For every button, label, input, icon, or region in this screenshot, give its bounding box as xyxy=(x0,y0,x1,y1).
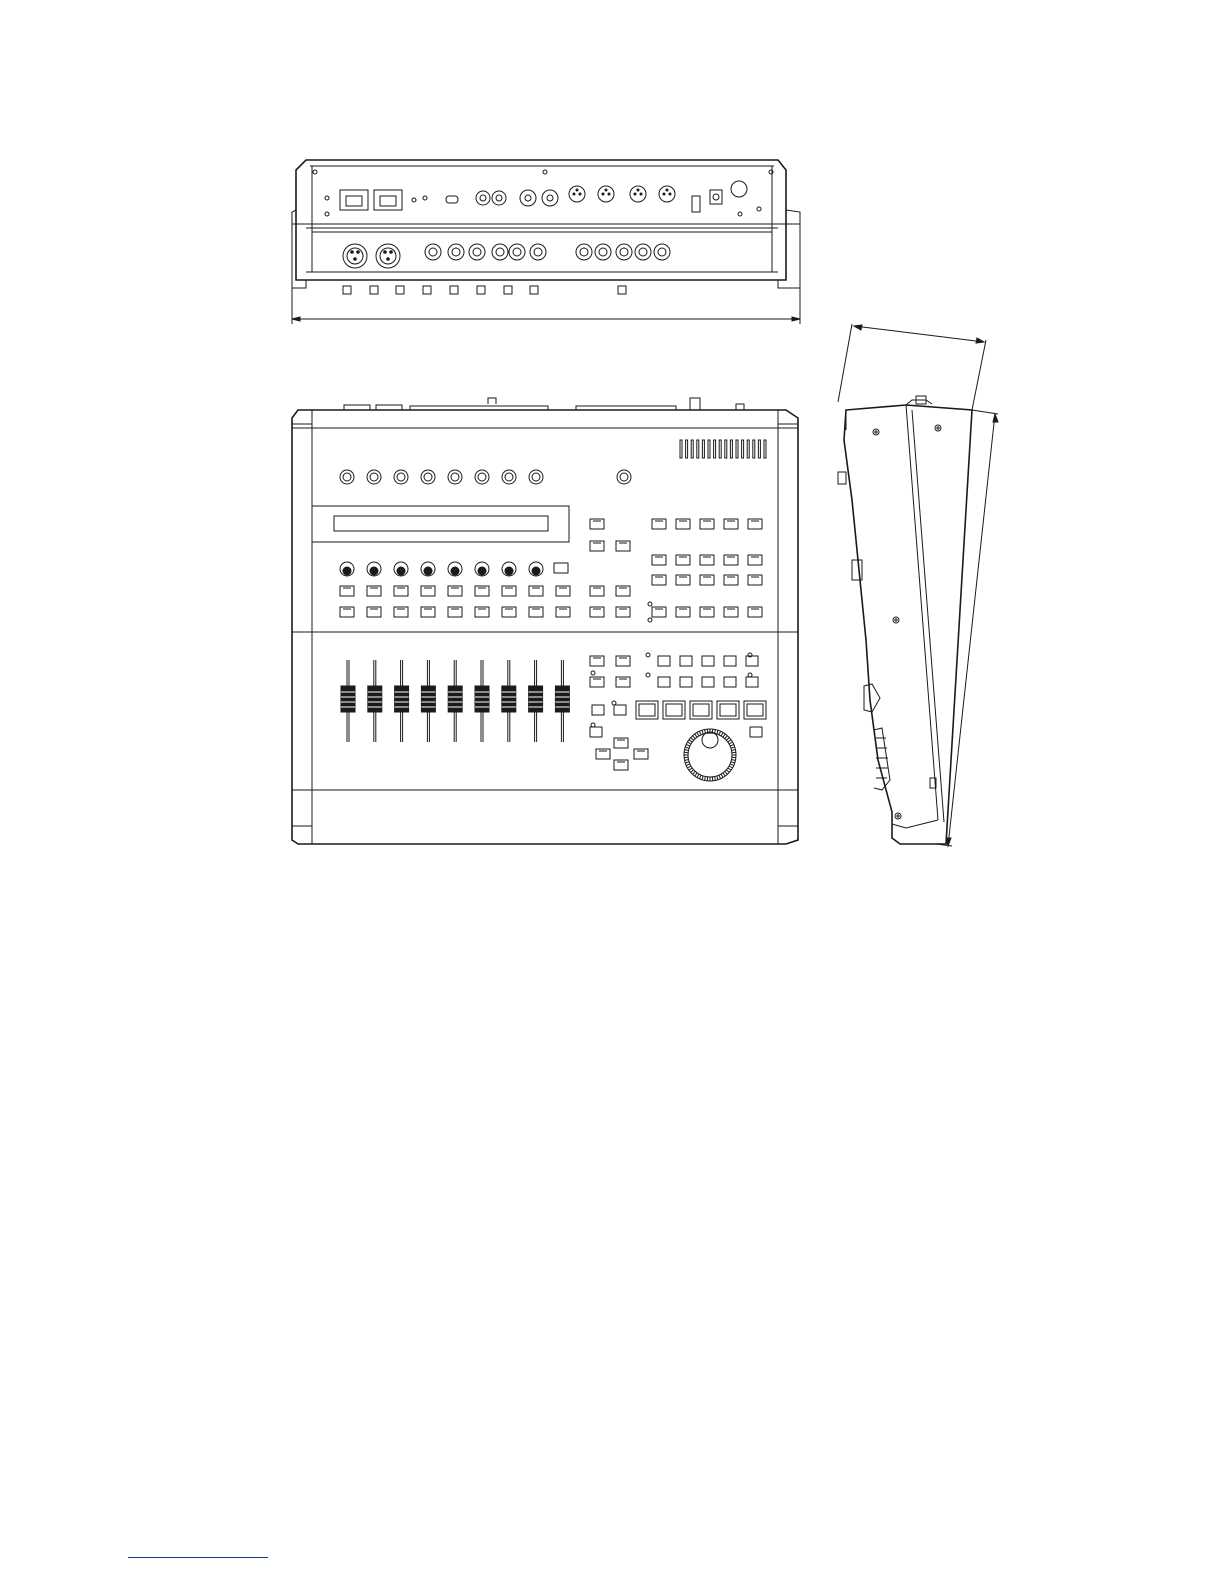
small-key xyxy=(680,656,692,666)
top-view xyxy=(292,398,798,844)
fader-cap xyxy=(502,686,516,712)
small-key xyxy=(592,705,604,715)
small-key xyxy=(746,656,758,666)
encoder-knob xyxy=(475,470,489,484)
vent-slot xyxy=(697,440,699,458)
rear-foot xyxy=(530,286,538,294)
rear-jack xyxy=(469,244,485,260)
small-key xyxy=(658,656,670,666)
small-key xyxy=(724,677,736,687)
small-key xyxy=(590,727,602,737)
vent-slot xyxy=(758,440,760,458)
fader-cap xyxy=(475,686,489,712)
rear-foot xyxy=(370,286,378,294)
encoder-knob xyxy=(502,470,516,484)
fader-cap xyxy=(395,686,409,712)
small-key xyxy=(658,677,670,687)
vent-slot xyxy=(764,440,766,458)
led xyxy=(648,618,652,622)
led xyxy=(748,673,752,677)
led xyxy=(591,723,595,727)
rear-jack xyxy=(425,244,441,260)
rear-jack xyxy=(616,244,632,260)
small-key xyxy=(746,677,758,687)
rear-view xyxy=(292,160,800,324)
vent-slot xyxy=(714,440,716,458)
rear-foot xyxy=(504,286,512,294)
vent-slot xyxy=(708,440,710,458)
rear-foot xyxy=(423,286,431,294)
encoder-knob xyxy=(367,470,381,484)
rear-jack xyxy=(576,244,592,260)
vent-slot xyxy=(680,440,682,458)
rear-jack xyxy=(635,244,651,260)
small-key xyxy=(614,705,626,715)
rear-jack xyxy=(654,244,670,260)
fader-cap xyxy=(555,686,569,712)
vent-slot xyxy=(730,440,732,458)
fader-cap xyxy=(529,686,543,712)
vent-slot xyxy=(691,440,693,458)
rear-foot xyxy=(618,286,626,294)
vent-slot xyxy=(747,440,749,458)
led xyxy=(646,673,650,677)
led xyxy=(591,671,595,675)
rear-jack xyxy=(595,244,611,260)
vent-slot xyxy=(753,440,755,458)
encoder-knob xyxy=(394,470,408,484)
fader-cap xyxy=(341,686,355,712)
encoder-knob xyxy=(448,470,462,484)
small-key xyxy=(702,656,714,666)
small-key xyxy=(724,656,736,666)
rear-jack xyxy=(509,244,525,260)
led xyxy=(648,602,652,606)
rear-jack xyxy=(492,244,508,260)
small-key xyxy=(680,677,692,687)
rear-jack xyxy=(530,244,546,260)
encoder-knob xyxy=(421,470,435,484)
encoder-knob xyxy=(529,470,543,484)
encoder-knob xyxy=(340,470,354,484)
vent-slot xyxy=(736,440,738,458)
rear-foot xyxy=(450,286,458,294)
vent-slot xyxy=(742,440,744,458)
vent-slot xyxy=(719,440,721,458)
rear-foot xyxy=(396,286,404,294)
side-view xyxy=(838,324,998,846)
small-key xyxy=(702,677,714,687)
vent-slot xyxy=(725,440,727,458)
fader-cap xyxy=(448,686,462,712)
footer-rule xyxy=(128,1557,268,1558)
fader-cap xyxy=(368,686,382,712)
rear-foot xyxy=(343,286,351,294)
rear-jack xyxy=(448,244,464,260)
led xyxy=(646,653,650,657)
fader-cap xyxy=(421,686,435,712)
led xyxy=(612,701,616,705)
vent-slot xyxy=(702,440,704,458)
vent-slot xyxy=(686,440,688,458)
rear-foot xyxy=(477,286,485,294)
small-key xyxy=(750,727,762,737)
